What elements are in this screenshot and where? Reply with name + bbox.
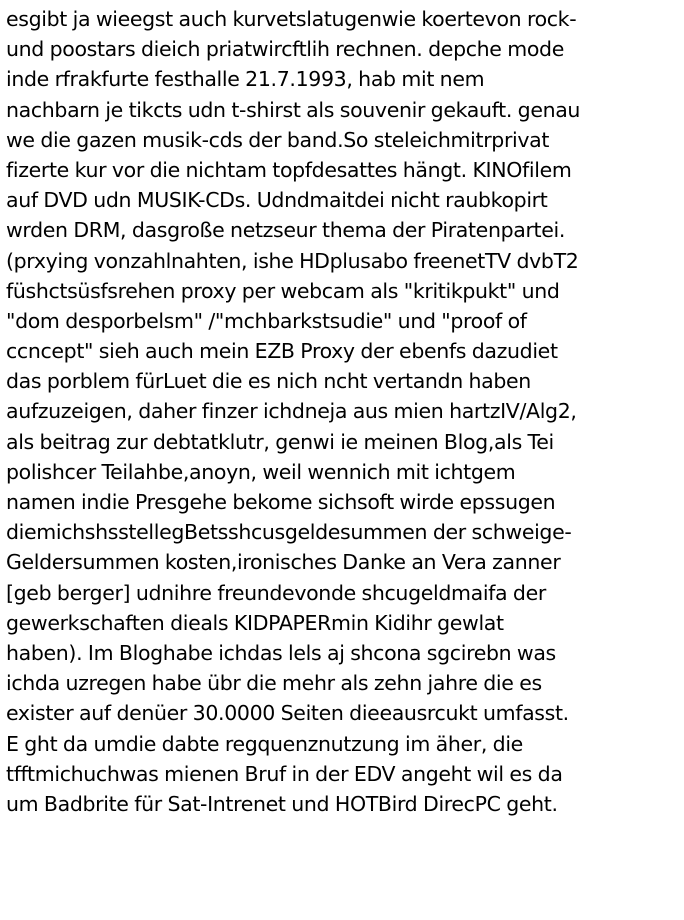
text-line-26: tfftmichuchwas mienen Bruf in der EDV angeht wil es da [6, 761, 563, 786]
text-line-6: fizerte kur vor die nichtam topfdesattes hängt. KINOfilem [6, 157, 572, 182]
text-line-4: nachbarn je tikcts udn t-shirst als souvenir gekauft. genau [6, 97, 581, 122]
text-line-13: das porblem fürLuet die es nich ncht vertandn haben [6, 369, 531, 394]
text-line-10: füshctsüsfsrehen proxy per webcam als "kritikpukt" und [6, 278, 560, 303]
text-line-11: "dom desporbelsm" /"mchbarkstsudie" und "proof of [6, 308, 527, 333]
text-line-7: auf DVD udn MUSIK-CDs. Udndmaitdei nicht raubkopirt [6, 188, 548, 213]
text-line-5: we die gazen musik-cds der band.So steleichmitrprivat [6, 127, 550, 152]
text-line-16: polishcer Teilahbe,anoyn, weil wennich mit ichtgem [6, 459, 516, 484]
body-text [6, 4, 684, 819]
text-line-27: um Badbrite für Sat-Intrenet und HOTBird DirecPC geht. [6, 791, 558, 816]
text-line-14: aufzuzeigen, daher finzer ichdneja aus mien hartzIV/Alg2, [6, 399, 577, 424]
text-line-25: E ght da umdie dabte regquenznutzung im äher, die [6, 731, 523, 756]
text-line-1: esgibt ja wieegst auch kurvetslatugenwie koertevon rock- [6, 7, 577, 31]
text-line-12: ccncept" sieh auch mein EZB Proxy der ebenfs dazudiet [6, 339, 558, 364]
text-line-21: gewerkschaften dieals KIDPAPERmin Kidihr gewlat [6, 610, 504, 635]
text-line-23: ichda uzregen habe übr die mehr als zehn jahre die es [6, 671, 542, 696]
text-line-18: diemichshsstellegBetsshcusgeldesummen der schweige- [6, 520, 572, 545]
text-line-20: [geb berger] udnihre freundevonde shcugeldmaifa der [6, 580, 546, 605]
text-line-8: wrden DRM, dasgroße netzseur thema der Piratenpartei. [6, 218, 565, 243]
text-line-19: Geldersummen kosten,ironisches Danke an Vera zanner [6, 550, 561, 575]
text-line-15: als beitrag zur debtatklutr, genwi ie meinen Blog,als Tei [6, 429, 554, 454]
text-line-24: exister auf denüer 30.0000 Seiten dieeausrcukt umfasst. [6, 701, 569, 726]
text-line-3: inde rfrakfurte festhalle 21.7.1993, hab mit nem [6, 67, 485, 92]
text-line-2: und poostars dieich priatwircftlih rechnen. depche mode [6, 37, 564, 62]
text-line-9: (prxying vonzahlnahten, ishe HDplusabo freenetTV dvbT2 [6, 248, 579, 273]
text-line-22: haben). Im Bloghabe ichdas lels aj shcona sgcirebn was [6, 640, 556, 665]
text-line-17: namen indie Presgehe bekome sichsoft wirde epssugen [6, 490, 556, 514]
